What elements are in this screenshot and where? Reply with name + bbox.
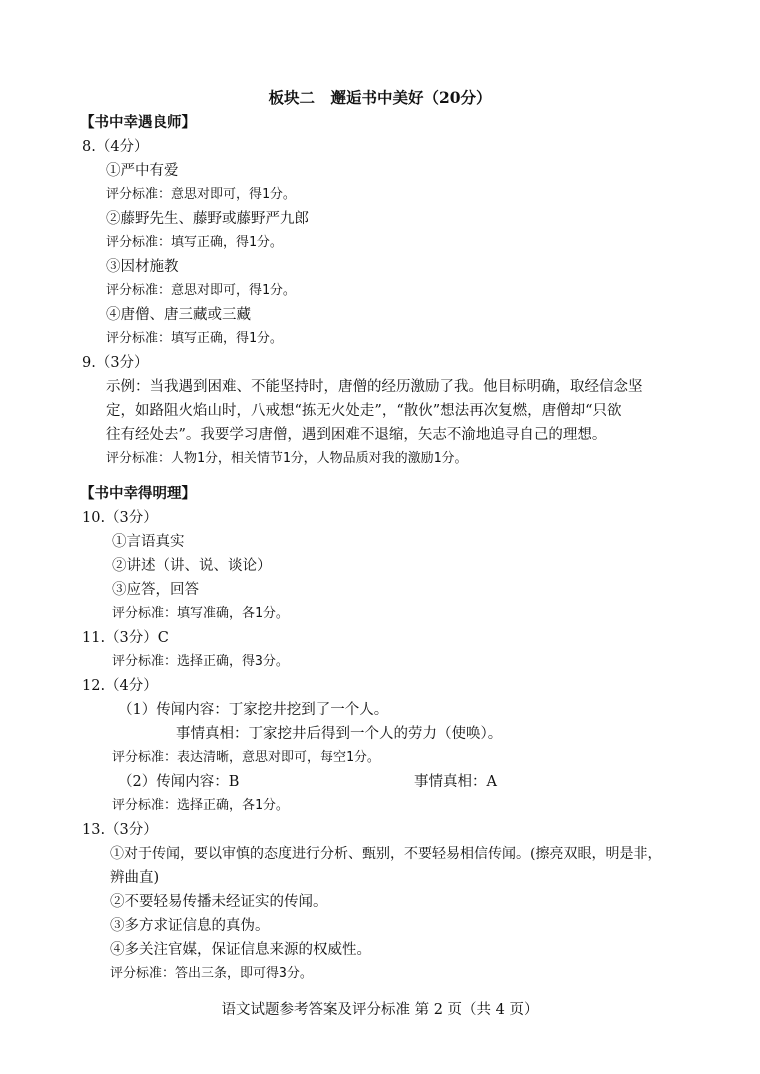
question-10-label: 10.（3分） xyxy=(82,510,158,526)
question-9-label: 9.（3分） xyxy=(82,355,149,371)
q8-answer-3: ③因材施教 xyxy=(106,259,179,275)
q10-answer-2: ②讲述（讲、说、谈论） xyxy=(112,558,272,574)
q9-example-line-1: 示例：当我遇到困难、不能坚持时，唐僧的经历激励了我。他目标明确，取经信念坚 xyxy=(106,379,643,395)
q12-score-1: 评分标准：表达清晰，意思对即可，每空1分。 xyxy=(112,750,380,765)
section-heading-good-teacher: 【书中幸遇良师】 xyxy=(80,114,196,131)
q13-answer-2: ②不要轻易传播未经证实的传闻。 xyxy=(110,894,328,910)
q13-score: 评分标准：答出三条，即可得3分。 xyxy=(110,966,313,981)
q9-example-line-2: 定，如路阻火焰山时，八戒想“拣无火处走”，“散伙”想法再次复燃，唐僧却“只欲 xyxy=(106,403,622,419)
q8-score-1: 评分标准：意思对即可，得1分。 xyxy=(106,187,296,202)
question-11-label: 11.（3分）C xyxy=(82,630,169,646)
q9-example-line-3: 往有经处去”。我要学习唐僧，遇到困难不退缩，矢志不渝地追寻自己的理想。 xyxy=(106,427,607,443)
section-heading-understanding: 【书中幸得明理】 xyxy=(80,485,196,502)
question-13-label: 13.（3分） xyxy=(82,822,158,838)
q12-part-2-rumor: （2）传闻内容：B xyxy=(118,774,240,790)
q8-score-4: 评分标准：填写正确，得1分。 xyxy=(106,331,283,346)
q9-score: 评分标准：人物1分，相关情节1分，人物品质对我的激励1分。 xyxy=(106,451,468,466)
q10-score: 评分标准：填写准确，各1分。 xyxy=(112,606,289,621)
q12-part-1-rumor: （1）传闻内容：丁家挖井挖到了一个人。 xyxy=(118,702,389,718)
question-8-label: 8.（4分） xyxy=(82,139,149,155)
q8-answer-2: ②藤野先生、藤野或藤野严九郎 xyxy=(106,211,309,227)
page-title: 板块二 邂逅书中美好（20分） xyxy=(268,88,492,107)
q11-score: 评分标准：选择正确，得3分。 xyxy=(112,654,289,669)
q8-answer-1: ①严中有爱 xyxy=(106,163,179,179)
q12-part-1-truth: 事情真相：丁家挖井后得到一个人的劳力（使唤）。 xyxy=(176,726,503,742)
q13-answer-1-line-1: ①对于传闻，要以审慎的态度进行分析、甄别，不要轻易相信传闻。(擦亮双眼，明是非， xyxy=(110,846,662,862)
question-12-label: 12.（4分） xyxy=(82,678,158,694)
q13-answer-1-line-2: 辨曲直) xyxy=(110,870,160,886)
q12-score-2: 评分标准：选择正确，各1分。 xyxy=(112,798,289,813)
q8-score-2: 评分标准：填写正确，得1分。 xyxy=(106,235,283,250)
q8-answer-4: ④唐僧、唐三藏或三藏 xyxy=(106,307,251,323)
q10-answer-1: ①言语真实 xyxy=(112,534,185,550)
q13-answer-4: ④多关注官媒，保证信息来源的权威性。 xyxy=(110,942,371,958)
q12-part-2-truth: 事情真相：A xyxy=(414,774,497,790)
q8-score-3: 评分标准：意思对即可，得1分。 xyxy=(106,283,296,298)
page-footer: 语文试题参考答案及评分标准 第 2 页（共 4 页） xyxy=(221,1002,539,1018)
q10-answer-3: ③应答，回答 xyxy=(112,582,199,598)
q13-answer-3: ③多方求证信息的真伪。 xyxy=(110,918,270,934)
